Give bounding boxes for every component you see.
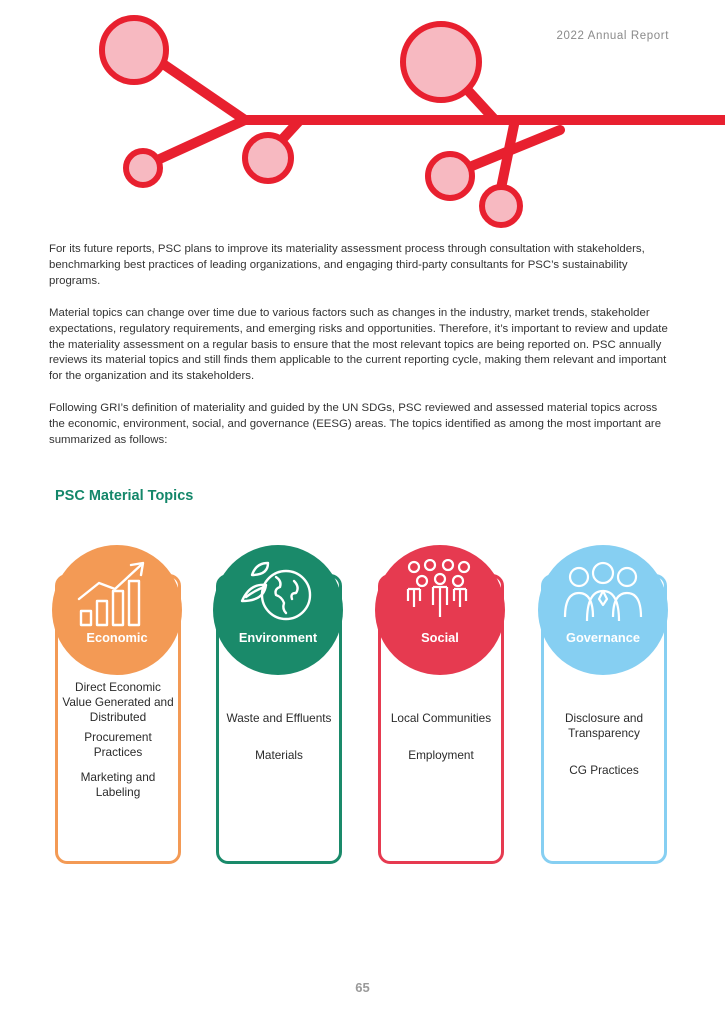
paragraph-3: Following GRI’s definition of materiality and guided by the UN SDGs, PSC reviewed and assessed material topics across the economic, environment, social, and governance (EESG) areas. The topics identified as among the most important are summarized as follows: — [49, 402, 662, 447]
topic-item: Direct Economic Value Generated and Distributed — [62, 680, 174, 724]
category-label: Environment — [238, 630, 318, 645]
topic-item: Marketing and Labeling — [80, 770, 156, 799]
category-card-environment — [216, 548, 342, 861]
topic-item: CG Practices — [569, 763, 639, 777]
category-circle — [538, 545, 668, 675]
report-header-label: 2022 Annual Report — [556, 30, 669, 42]
category-card-economic — [55, 548, 181, 861]
topic-item: Local Communities — [390, 711, 492, 725]
topic-list — [222, 711, 336, 768]
page-number: 65 — [355, 980, 370, 995]
category-label: Governance — [566, 630, 640, 645]
category-label: Social — [421, 630, 459, 645]
category-circle — [375, 545, 505, 675]
section-title: PSC Material Topics — [55, 488, 194, 504]
community-people-icon — [400, 559, 480, 627]
category-label: Economic — [86, 630, 148, 645]
growth-chart-icon — [77, 559, 157, 627]
paragraph-2: Material topics can change over time due to various factors such as changes in the industry, market trends, stakeholder expectations, regulatory requirements, and emerging risks and opportunities. Therefore, it’s important to review and update the materiality assessment on a regular basis to ensure that the most relevant topics are being reported on. PSC annually reviews its material topics and still finds them applicable to the current reporting cycle, making them relevant and important for the organization and its stakeholders. — [49, 306, 668, 383]
category-card-social — [378, 548, 504, 861]
category-card-governance — [541, 548, 667, 861]
topic-item: Employment — [408, 748, 474, 762]
topic-item: Materials — [255, 748, 303, 762]
leadership-group-icon — [563, 559, 643, 627]
topic-item: Waste and Effluents — [226, 711, 332, 725]
body-text — [49, 242, 673, 465]
topic-item: Procurement Practices — [84, 730, 152, 759]
topic-list — [61, 680, 175, 805]
branch-decoration — [0, 0, 725, 240]
topic-item: Disclosure and Transparency — [564, 711, 644, 740]
paragraph-1: For its future reports, PSC plans to improve its materiality assessment process through consultation with stakeholders, benchmarking best practices of leading organizations, and engaging third-party consultants for PSC’s sustainability programs. — [49, 243, 645, 287]
topic-list — [547, 711, 661, 783]
globe-leaf-icon — [238, 559, 318, 627]
topic-list — [384, 711, 498, 768]
category-circle — [52, 545, 182, 675]
category-circle — [213, 545, 343, 675]
